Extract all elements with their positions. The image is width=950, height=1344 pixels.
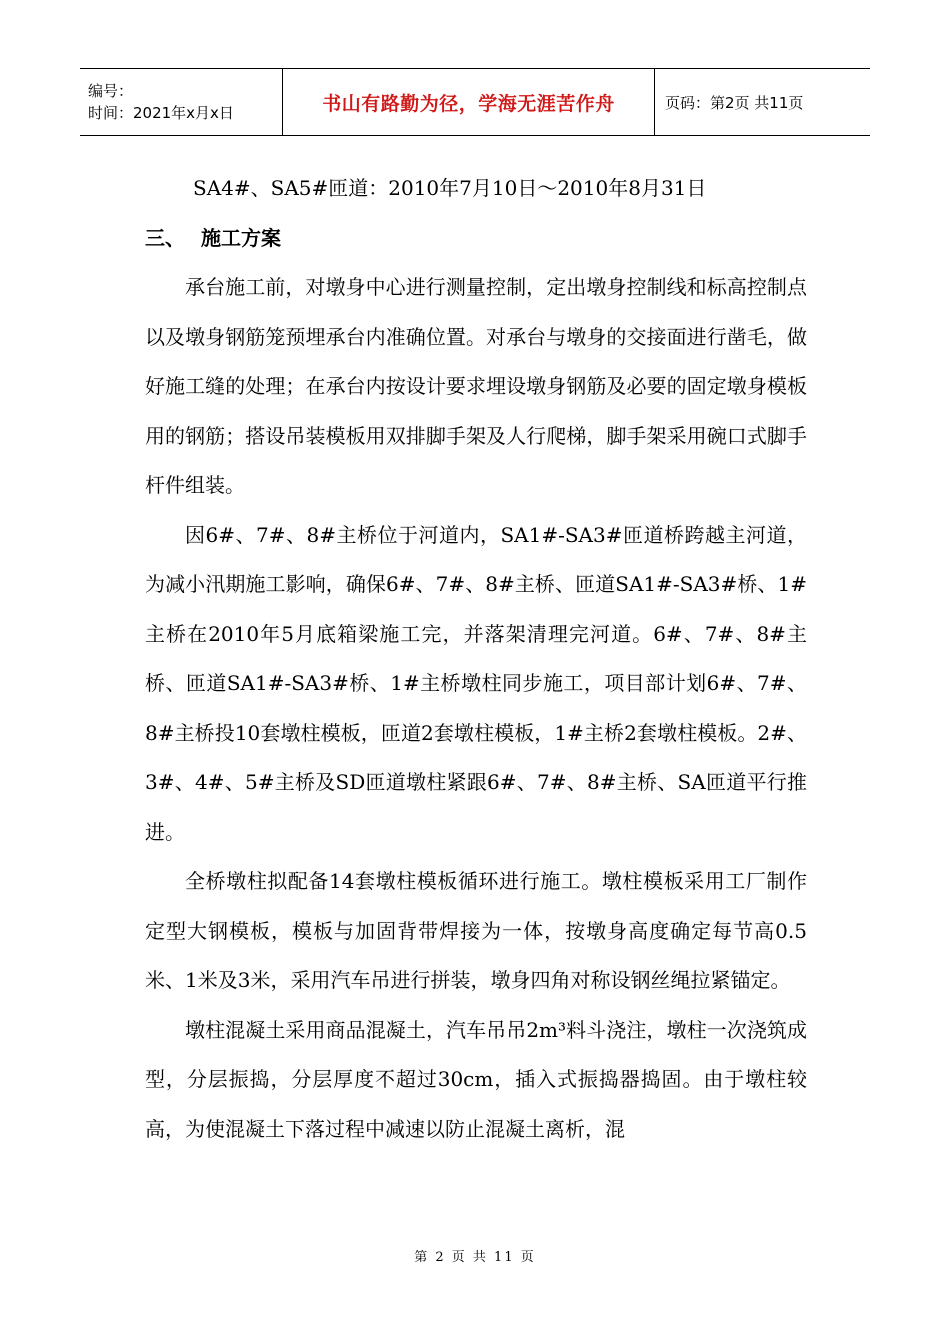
section-number: 三、 bbox=[145, 225, 185, 250]
page-number-info: 页码：第2页 共11页 bbox=[665, 93, 804, 112]
header-meta bbox=[80, 69, 283, 135]
header-motto bbox=[283, 69, 655, 135]
motto-text: 书山有路勤为径，学海无涯苦作舟 bbox=[322, 92, 615, 115]
document-date: 时间：2021年x月x日 bbox=[88, 104, 234, 122]
paragraph-3: 全桥墩柱拟配备14套墩柱模板循环进行施工。墩柱模板采用工厂制作定型大钢模板，模板与加固背带焊接为一体，按墩身高度确定每节高0.5米、1米及3米，采用汽车吊进行拼装，墩身四角对称设钢丝绳拉紧锚定。 bbox=[145, 869, 807, 992]
section-title: 施工方案 bbox=[201, 225, 281, 250]
paragraph-1: 承台施工前，对墩身中心进行测量控制，定出墩身控制线和标高控制点以及墩身钢筋笼预埋承台内准确位置。对承台与墩身的交接面进行凿毛，做好施工缝的处理；在承台内按设计要求埋设墩身钢筋及必要的固定墩身模板用的钢筋；搭设吊装模板用双排脚手架及人行爬梯，脚手架采用碗口式脚手杆件组装。 bbox=[145, 275, 807, 497]
footer-page-number: 第 2 页 共 11 页 bbox=[414, 1250, 536, 1265]
document-code-label: 编号： bbox=[88, 82, 134, 100]
page-header bbox=[80, 68, 870, 136]
page-footer bbox=[0, 1246, 950, 1265]
paragraph-2: 因6#、7#、8#主桥位于河道内，SA1#-SA3#匝道桥跨越主河道，为减小汛期施工影响，确保6#、7#、8#主桥、匝道SA1#-SA3#桥、1#主桥在2010年5月底箱梁施工完，并落架清理完河道。6#、7#、8#主桥、匝道SA1#-SA3#桥、1#主桥墩柱同步施工，项目部计划6#、7#、8#主桥投10套墩柱模板，匝道2套墩柱模板，1#主桥2套墩柱模板。2#、3#、4#、5#主桥及SD匝道墩柱紧跟6#、7#、8#主桥、SA匝道平行推进。 bbox=[145, 522, 807, 844]
document-body bbox=[145, 164, 807, 1154]
header-page-info bbox=[655, 69, 870, 135]
section-heading bbox=[145, 214, 807, 264]
paragraph-4: 墩柱混凝土采用商品混凝土，汽车吊吊2m³料斗浇注，墩柱一次浇筑成型，分层振捣，分层厚度不超过30cm，插入式振捣器捣固。由于墩柱较高，为使混凝土下落过程中减速以防止混凝土离析，混 bbox=[145, 1017, 807, 1141]
schedule-line: SA4#、SA5#匝道：2010年7月10日～2010年8月31日 bbox=[193, 176, 707, 200]
